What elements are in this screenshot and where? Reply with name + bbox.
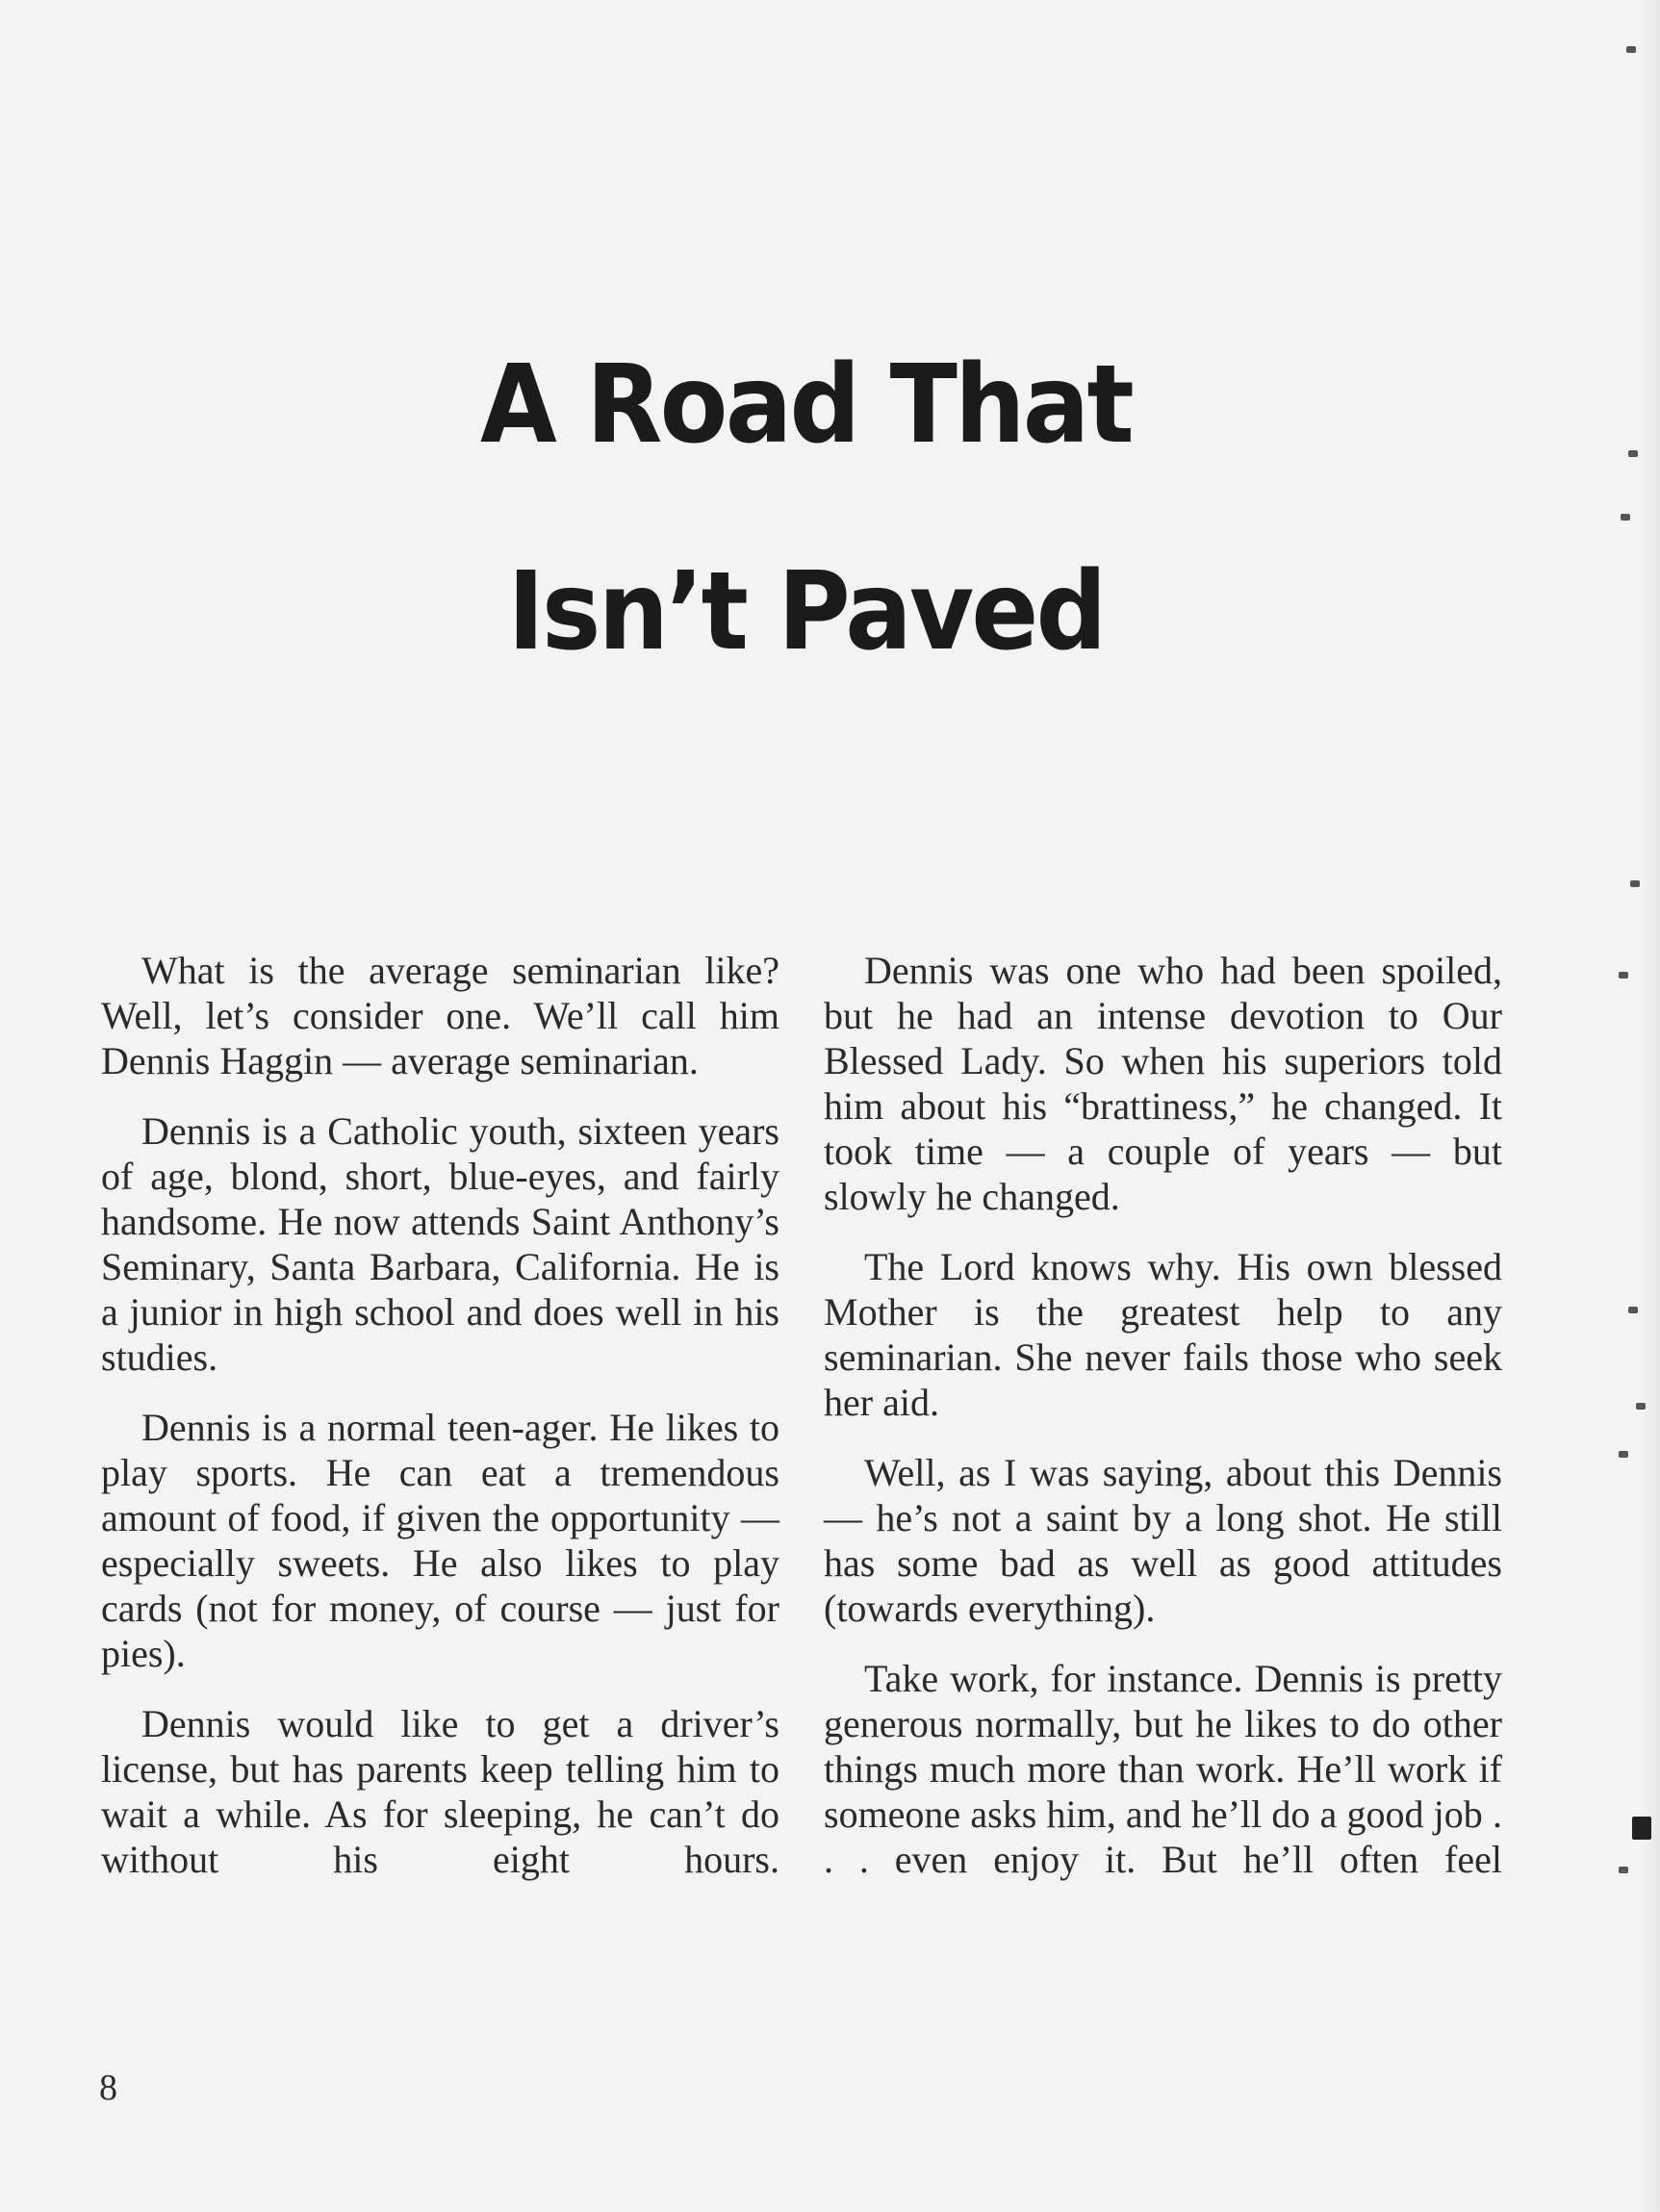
- binding-mark: [1628, 1307, 1638, 1313]
- paragraph: Well, as I was saying, about this Dennis — he’s not a saint by a long shot. He still has some bad as well as good attitudes (towards everything).: [824, 1451, 1502, 1630]
- right-text-column: [824, 948, 1502, 1907]
- page-number: 8: [99, 2068, 117, 2108]
- binding-mark: [1621, 514, 1630, 521]
- paragraph: Dennis is a normal teen-ager. He likes to play sports. He can eat a tremendous amount of food, if given the opportunity — especially sweets. He also likes to play cards (not for money, of course — just for pies).: [101, 1406, 779, 1675]
- article-title-line-2: Isn’t Paved: [507, 549, 1105, 674]
- paragraph: Dennis is a Catholic youth, sixteen years of age, blond, short, blue-eyes, and fairly handsome. He now attends Saint Anthony’s Seminary, Santa Barbara, California. He is a junior in high school and does well in his studies.: [101, 1109, 779, 1379]
- binding-mark: [1636, 1403, 1646, 1410]
- binding-mark: [1632, 1817, 1651, 1840]
- paragraph: What is the average seminarian like? Well, let’s consider one. We’ll call him Dennis Haggin — average seminarian.: [101, 949, 779, 1082]
- page-edge-shadow: [1643, 0, 1660, 2212]
- binding-mark: [1619, 1451, 1628, 1458]
- binding-mark: [1619, 972, 1628, 979]
- paragraph: Take work, for instance. Dennis is pretty generous normally, but he likes to do other things much more than work. He’ll work if someone asks him, and he’ll do a good job . . . even enjoy it. But he’ll often feel: [824, 1657, 1502, 1881]
- paragraph: Dennis was one who had been spoiled, but he had an intense devotion to Our Blessed Lady. So when his superiors told him about his “brattiness,” he changed. It took time — a couple of years — but slowly he changed.: [824, 949, 1502, 1218]
- binding-mark: [1628, 450, 1638, 457]
- paragraph: The Lord knows why. His own blessed Mother is the greatest help to any seminarian. She never fails those who seek her aid.: [824, 1245, 1502, 1424]
- paragraph: Dennis would like to get a driver’s license, but has parents keep telling him to wait a while. As for sleeping, he can’t do without his eight hours.: [101, 1702, 779, 1881]
- binding-mark: [1626, 46, 1636, 53]
- binding-mark: [1630, 880, 1640, 887]
- article-title-line-1: A Road That: [479, 343, 1132, 468]
- left-text-column: [101, 948, 779, 1907]
- binding-mark: [1619, 1867, 1628, 1873]
